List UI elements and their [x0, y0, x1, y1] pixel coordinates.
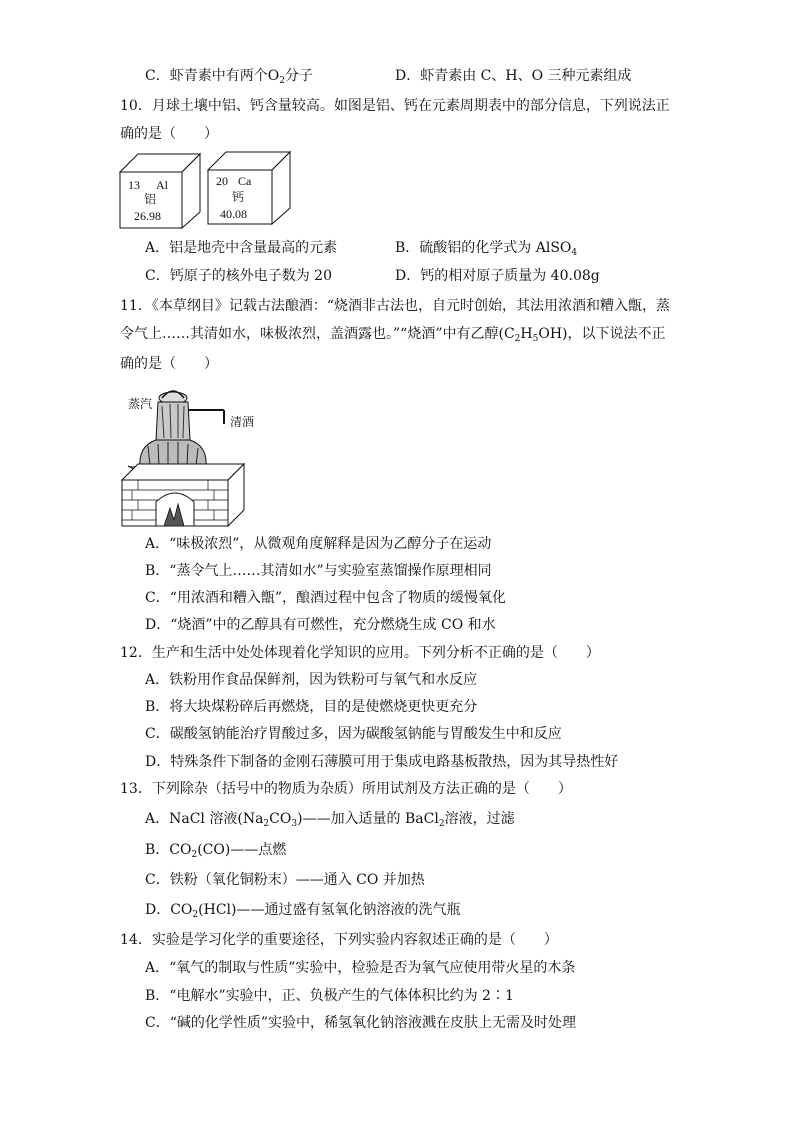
al-symbol: Al [156, 178, 168, 192]
q13-option-d [145, 900, 460, 925]
q11-option-c: C．“用浓酒和糟入甑”，酿酒过程中包含了物质的缓慢氧化 [145, 590, 507, 606]
subscript: 2 [192, 910, 199, 920]
q11-stem-line-1: 11．《本草纲目》记载古法酿酒：“烧酒非古法也，自元时创始，其法用浓酒和糟入甑，蒸 [120, 298, 670, 314]
q11-option-b: B．“蒸令气上……其清如水”与实验室蒸馏操作原理相同 [145, 563, 492, 579]
steam-label: 蒸汽 [128, 397, 153, 411]
calcium-cell [208, 152, 290, 224]
subscript: 2 [514, 334, 521, 344]
formula-part: (Na [237, 811, 264, 827]
subscript: 2 [191, 850, 198, 860]
al-number: 13 [128, 178, 140, 192]
q12-stem: 12．生产和生活中处处体现着化学知识的应用。下列分析不正确的是（ ） [120, 645, 600, 661]
q13-option-b-tail: (CO)——点燃 [197, 842, 287, 858]
q11-stem-text: 令气上……其清如水，味极浓烈，盖酒露也。”“烧酒”中有乙醇 [120, 326, 499, 342]
q12-option-a: A．铁粉用作食品保鲜剂，因为铁粉可与氧气和水反应 [145, 672, 478, 688]
q13-option-c: C．铁粉（氧化铜粉末）——通入 CO 并加热 [145, 872, 425, 888]
formula-part: CO [269, 811, 292, 827]
formula-part: ) [297, 811, 303, 827]
q11-option-d: D．“烧酒”中的乙醇具有可燃性，充分燃烧生成 CO 和水 [145, 617, 496, 633]
q10-option-b [395, 238, 577, 263]
subscript: 2 [438, 819, 445, 829]
al-mass: 26.98 [134, 209, 161, 223]
q13-option-d-text: D．CO [145, 902, 193, 918]
ca-mass: 40.08 [220, 207, 247, 221]
q14-stem: 14．实验是学习化学的重要途径，下列实验内容叙述正确的是（ ） [120, 932, 558, 948]
q14-option-a: A．“氧气的制取与性质”实验中，检验是否为氧气应使用带火星的木条 [145, 960, 576, 976]
periodic-table-cells-figure [118, 150, 298, 230]
formula-part: (C [498, 326, 515, 342]
q13-option-a [145, 809, 515, 834]
subscript: 2 [263, 819, 270, 829]
q11-stem-line-2 [120, 324, 666, 349]
q13-option-a-text: A．NaCl 溶液 [145, 811, 238, 827]
q9-option-c-tail: 分子 [284, 68, 313, 84]
q9-option-d: D．虾青素由 C、H、O 三种元素组成 [395, 68, 632, 84]
q13-option-a-mid: ——加入适量的 BaCl [302, 811, 439, 827]
q10-option-d: D．钙的相对原子质量为 40.08g [395, 268, 600, 284]
subscript: 5 [532, 334, 539, 344]
ca-number: 20 [216, 174, 228, 188]
clear-liquor-label: 清酒 [230, 415, 255, 429]
subscript: 4 [571, 248, 578, 258]
q11-stem-line-3: 确的是（ ） [120, 356, 218, 372]
q11-stem-tail: ，以下说法不正 [567, 326, 666, 342]
q12-option-c: C．碳酸氢钠能治疗胃酸过多，因为碳酸氢钠能与胃酸发生中和反应 [145, 726, 562, 742]
q10-stem-line-1: 10．月球土壤中铝、钙含量较高。如图是铝、钙在元素周期表中的部分信息，下列说法正 [120, 98, 670, 114]
distillation-still-illustration [118, 380, 255, 530]
q14-option-c: C．“碱的化学性质”实验中，稀氢氧化钠溶液溅在皮肤上无需及时处理 [145, 1015, 577, 1031]
q10-option-a: A．铝是地壳中含量最高的元素 [145, 240, 338, 256]
q9-option-c [145, 66, 313, 91]
q12-option-b: B．将大块煤粉碎后再燃烧，目的是使燃烧更快更充分 [145, 699, 478, 715]
subscript: 3 [291, 819, 298, 829]
q11-option-a: A．“味极浓烈”，从微观角度解释是因为乙醇分子在运动 [145, 536, 492, 552]
ca-name: 钙 [232, 190, 245, 204]
q13-option-d-tail: (HCl)——通过盛有氢氧化钠溶液的洗气瓶 [198, 902, 461, 918]
q13-stem: 13．下列除杂（括号中的物质为杂质）所用试剂及方法正确的是（ ） [120, 781, 572, 797]
q9-option-c-text: C．虾青素中有两个O [145, 68, 280, 84]
q13-option-a-tail: 溶液，过滤 [444, 811, 515, 827]
subscript: 2 [279, 76, 285, 86]
ca-symbol: Ca [238, 174, 252, 188]
q10-option-b-text: B．硫酸铝的化学式为 AlSO [395, 240, 572, 256]
formula-part: OH) [538, 326, 568, 342]
q10-stem-line-2: 确的是（ ） [120, 126, 218, 142]
q13-option-b [145, 840, 286, 865]
q10-option-c: C．钙原子的核外电子数为 20 [145, 268, 332, 284]
aluminium-cell [120, 154, 200, 228]
formula-part: H [520, 326, 533, 342]
al-name: 铝 [144, 192, 157, 206]
q14-option-b: B．“电解水”实验中，正、负极产生的气体体积比约为 2∶1 [145, 988, 514, 1004]
q13-option-b-text: B．CO [145, 842, 192, 858]
q12-option-d: D．特殊条件下制备的金刚石薄膜可用于集成电路基板散热，因为其导热性好 [145, 754, 619, 770]
